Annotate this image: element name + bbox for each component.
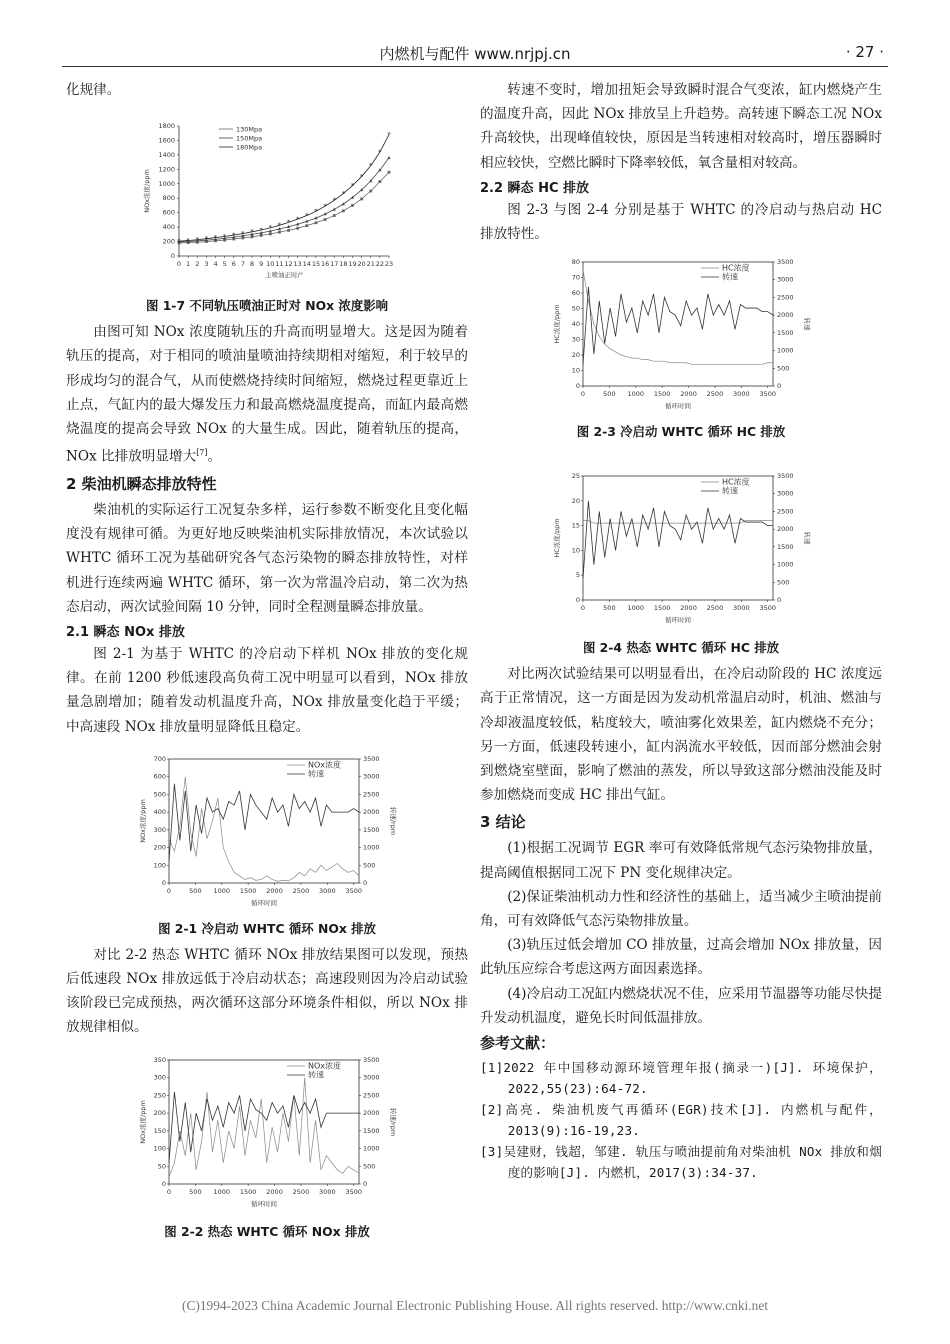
legend-label: HC浓度 bbox=[722, 263, 750, 273]
x-tick-label: 500 bbox=[189, 1187, 202, 1196]
paragraph: 图 2-1 为基于 WHTC 的冷启动下样机 NOx 排放的变化规律。在前 1200 秒低速段高负荷工况中明显可以看到，NOx 排放量急剧增加；随着发动机温度升高，NOx 排放量变化趋于平缓；中高速段 NOx 排放量明显降低且稳定。 bbox=[66, 645, 468, 735]
x-tick-label: 0 bbox=[166, 1187, 172, 1196]
series-line-转速 bbox=[583, 501, 773, 579]
figure-caption: 图 1-7 不同轨压喷油正时对 NOx 浓度影响 bbox=[145, 298, 388, 314]
y2-tick-label: 3500 bbox=[363, 754, 380, 763]
y-axis-label: HC浓度/ppm bbox=[553, 304, 561, 344]
right-column bbox=[480, 78, 882, 1183]
legend-label: 180Mpa bbox=[236, 143, 263, 152]
x-tick-label: 3500 bbox=[759, 604, 776, 613]
x-tick-label: 12 bbox=[284, 260, 293, 269]
paragraph: 由图可知 NOx 浓度随轨压的升高而明显增大。这是因为随着轨压的提高，对于相同的喷油量喷油持续期相对缩短，利于较早的形成均匀的混合气，从而使燃烧持续时间缩短，燃烧过程更靠近上止点，气缸内的最大爆发压力和最高燃烧温度提高，而缸内最高燃烧温度的提高会导致 NOx 的大量生成。因此，随着轨压的提高，NOx 比排放明显增大[7]。 bbox=[66, 324, 468, 465]
data-point bbox=[388, 171, 391, 174]
figure-2-2 bbox=[66, 1054, 468, 1240]
y2-tick-label: 1500 bbox=[777, 543, 794, 552]
series-line-NOx浓度 bbox=[169, 1077, 359, 1176]
y-tick-label: 1200 bbox=[158, 165, 175, 174]
data-point: * bbox=[341, 190, 345, 199]
data-point: * bbox=[241, 230, 245, 239]
y-tick-label: 1600 bbox=[158, 136, 175, 145]
paragraph: 柴油机的实际运行工况复杂多样，运行参数不断变化且变化幅度没有规律可循。为更好地反映柴油机实际排放情况，本次试验以 WHTC 循环工况为基础研究各气态污染物的瞬态排放特性，对样机进行连续两遍 WHTC 循环，第一次为常温冷启动，第二次为热态启动，两次试验间隔 10 分钟，同时全程测量瞬态排放量。 bbox=[66, 501, 468, 615]
x-tick-label: 15 bbox=[311, 260, 321, 269]
y-axis-label: NOx浓度/ppm bbox=[139, 798, 147, 843]
data-point: * bbox=[177, 237, 181, 246]
y2-axis-label: 转速 bbox=[803, 531, 811, 545]
legend-label: 150Mpa bbox=[236, 134, 263, 143]
y-tick-label: 20 bbox=[571, 351, 580, 360]
y-tick-label: 600 bbox=[162, 208, 175, 217]
y-tick-label: 800 bbox=[162, 194, 175, 203]
y2-tick-label: 0 bbox=[363, 1179, 368, 1188]
x-tick-label: 500 bbox=[603, 604, 616, 613]
x-tick-label: 23 bbox=[384, 260, 394, 269]
y2-tick-label: 500 bbox=[777, 364, 790, 373]
data-point: * bbox=[305, 212, 309, 221]
y2-axis-label: 转速/rpm bbox=[389, 806, 397, 835]
y2-tick-label: 3000 bbox=[363, 772, 380, 781]
y-axis-label: NOx浓度/ppm bbox=[139, 1099, 147, 1144]
y2-tick-label: 0 bbox=[777, 596, 782, 605]
x-tick-label: 2 bbox=[195, 260, 200, 269]
y2-tick-label: 500 bbox=[777, 578, 790, 587]
x-tick-label: 3500 bbox=[759, 390, 776, 399]
paragraph: 转速不变时，增加扭矩会导致瞬时混合气变浓，缸内燃烧产生的温度升高，因此 NOx 排放呈上升趋势。高转速下瞬态工况 NOx 升高较快，出现峰值较快，原因是当转速相对较高时，增压器瞬时相应较快，空燃比瞬时下降率较低，氧含量相对较高。 bbox=[480, 82, 882, 171]
x-tick-label: 500 bbox=[189, 886, 202, 895]
legend-label: 转速 bbox=[308, 1070, 324, 1080]
data-point: * bbox=[268, 224, 272, 233]
x-axis-label: 循环时间 bbox=[665, 616, 691, 625]
x-tick-label: 4 bbox=[213, 260, 218, 269]
y-tick-label: 100 bbox=[153, 1144, 166, 1153]
data-point bbox=[333, 214, 336, 217]
x-tick-label: 16 bbox=[320, 260, 330, 269]
y2-axis-label: 转速/rpm bbox=[389, 1107, 397, 1136]
conclusion-item: (1)根据工况调节 EGR 率可有效降低常规气态污染物排放量，提高阈值根据同工况下 PN 变化规律决定。 bbox=[480, 840, 882, 881]
data-point: * bbox=[213, 234, 218, 243]
x-tick-label: 17 bbox=[330, 260, 339, 269]
data-point: * bbox=[359, 173, 364, 182]
data-point: * bbox=[204, 235, 209, 244]
y2-tick-label: 3000 bbox=[777, 489, 794, 498]
references-heading: 参考文献： bbox=[480, 1034, 556, 1053]
paragraph: 对比 2-2 热态 WHTC 循环 NOx 排放结果图可以发现，预热后低速段 NOx 排放远低于冷启动状态；高速段则因为冷启动试验该阶段已完成预热，两次循环这部分环境条件相似，所以 NOx 排放规律相似。 bbox=[66, 946, 468, 1036]
y-tick-label: 1400 bbox=[158, 151, 175, 160]
y-tick-label: 200 bbox=[153, 1108, 166, 1117]
x-tick-label: 3000 bbox=[319, 1187, 336, 1196]
x-tick-label: 10 bbox=[266, 260, 275, 269]
x-tick-label: 0 bbox=[580, 390, 586, 399]
reference-item: [2]高亮. 柴油机废气再循环(EGR)技术[J]. 内燃机与配件，2013(9):16-19,23. bbox=[480, 1102, 882, 1139]
data-point bbox=[342, 210, 345, 213]
y2-tick-label: 2500 bbox=[363, 1091, 380, 1100]
figure-caption: 图 2-2 热态 WHTC 循环 NOx 排放 bbox=[164, 1223, 370, 1239]
data-point bbox=[342, 202, 345, 205]
data-point: * bbox=[186, 236, 190, 245]
x-tick-label: 3500 bbox=[345, 886, 362, 895]
conclusion-item: (2)保证柴油机动力性和经济性的基础上，适当减少主喷油提前角，可有效降低气态污染物排放量。 bbox=[480, 888, 882, 930]
y2-tick-label: 2000 bbox=[777, 311, 794, 320]
y2-tick-label: 3000 bbox=[777, 275, 794, 284]
plot-frame bbox=[169, 759, 359, 883]
x-tick-label: 2000 bbox=[266, 886, 283, 895]
legend-label: NOx浓度 bbox=[308, 760, 342, 770]
x-tick-label: 2000 bbox=[680, 390, 697, 399]
legend-label: NOx浓度 bbox=[308, 1061, 342, 1071]
x-tick-label: 500 bbox=[603, 390, 616, 399]
series-line-180Mpa bbox=[179, 135, 389, 245]
data-point: * bbox=[350, 182, 355, 191]
y-tick-label: 80 bbox=[571, 258, 580, 267]
data-point: * bbox=[277, 221, 282, 230]
x-tick-label: 2500 bbox=[706, 390, 724, 399]
y-tick-label: 60 bbox=[571, 289, 580, 298]
data-point: * bbox=[314, 207, 318, 216]
y-tick-label: 0 bbox=[170, 252, 175, 261]
series-line-转速 bbox=[583, 287, 773, 365]
conclusion-item: (3)轨压过低会增加 CO 排放量，过高会增加 NOx 排放量，因此轨压应综合考虑这两方面因素选择。 bbox=[480, 937, 882, 978]
x-tick-label: 3 bbox=[204, 260, 209, 269]
x-axis-label: 循环时间 bbox=[251, 898, 277, 907]
data-point bbox=[278, 231, 281, 234]
y2-tick-label: 1000 bbox=[777, 560, 794, 569]
paragraph: 图 2-3 与图 2-4 分别是基于 WHTC 的冷启动与热启动 HC 排放特性。 bbox=[480, 201, 882, 243]
journal-title: 内燃机与配件 www.nrjpj.cn bbox=[379, 45, 571, 63]
series-line-130Mpa bbox=[179, 172, 389, 243]
x-tick-label: 2000 bbox=[266, 1187, 283, 1196]
data-point bbox=[369, 190, 372, 193]
y2-tick-label: 3500 bbox=[777, 472, 794, 481]
x-tick-label: 6 bbox=[231, 260, 236, 269]
y2-tick-label: 2500 bbox=[777, 293, 794, 302]
y-tick-label: 50 bbox=[157, 1161, 166, 1170]
legend-label: 转速 bbox=[308, 769, 324, 779]
y-tick-label: 15 bbox=[571, 521, 580, 530]
x-tick-label: 1 bbox=[186, 260, 191, 269]
x-tick-label: 19 bbox=[348, 260, 357, 269]
y2-tick-label: 0 bbox=[363, 878, 368, 887]
conclusion-item: (4)冷启动工况缸内燃烧状况不佳，应采用节温器等功能尽快提升发动机温度，避免长时间低温排放。 bbox=[480, 985, 882, 1026]
figure-1-7 bbox=[66, 116, 468, 314]
x-tick-label: 1500 bbox=[653, 390, 671, 399]
y-tick-label: 150 bbox=[153, 1126, 166, 1135]
series-line-150Mpa bbox=[179, 158, 389, 245]
data-point: * bbox=[250, 228, 254, 237]
y-tick-label: 300 bbox=[153, 825, 166, 834]
figure-caption: 图 2-3 冷启动 WHTC 循环 HC 排放 bbox=[576, 424, 786, 440]
x-tick-label: 20 bbox=[357, 260, 366, 269]
y-axis-label: NOx浓度/ppm bbox=[143, 169, 151, 214]
data-point: * bbox=[223, 233, 227, 242]
x-axis-label: 主喷油正时/° bbox=[265, 271, 303, 280]
plot-frame bbox=[583, 476, 773, 600]
x-tick-label: 1000 bbox=[627, 390, 645, 399]
plot-frame bbox=[169, 1060, 359, 1184]
x-tick-label: 0 bbox=[580, 604, 586, 613]
y2-tick-label: 2500 bbox=[363, 790, 380, 799]
y-tick-label: 40 bbox=[571, 320, 580, 329]
y-tick-label: 1000 bbox=[158, 179, 175, 188]
figure-2-1-chart bbox=[137, 753, 397, 913]
data-point: * bbox=[378, 148, 382, 157]
y2-tick-label: 0 bbox=[777, 382, 782, 391]
y-tick-label: 600 bbox=[153, 772, 166, 781]
x-tick-label: 1500 bbox=[239, 1187, 257, 1196]
x-tick-label: 2500 bbox=[706, 604, 724, 613]
figure-caption: 图 2-4 热态 WHTC 循环 HC 排放 bbox=[582, 640, 780, 656]
figure-2-2-chart bbox=[137, 1054, 397, 1214]
y2-tick-label: 2000 bbox=[363, 807, 380, 816]
y2-tick-label: 1000 bbox=[363, 843, 380, 852]
y2-axis-label: 转速 bbox=[803, 317, 811, 331]
section-heading: 2 柴油机瞬态排放特性 bbox=[66, 474, 217, 493]
x-tick-label: 18 bbox=[339, 260, 348, 269]
page-number: · 27 · bbox=[845, 43, 884, 61]
x-tick-label: 8 bbox=[249, 260, 255, 269]
reference-item: [1]2022 年中国移动源环境管理年报(摘录一)[J]. 环境保护，2022,55(23):64-72. bbox=[480, 1060, 882, 1097]
y-tick-label: 300 bbox=[153, 1073, 166, 1082]
y-axis-label: HC浓度/ppm bbox=[553, 518, 561, 558]
y-tick-label: 10 bbox=[571, 546, 580, 555]
x-tick-label: 14 bbox=[302, 260, 311, 269]
data-point: * bbox=[369, 162, 373, 171]
subsection-heading: 2.1 瞬态 NOx 排放 bbox=[66, 624, 185, 640]
data-point bbox=[360, 198, 363, 201]
x-tick-label: 1500 bbox=[653, 604, 671, 613]
figure-2-1 bbox=[66, 753, 468, 937]
y-tick-label: 200 bbox=[153, 843, 166, 852]
running-header bbox=[62, 40, 888, 67]
data-point bbox=[269, 233, 272, 236]
plot-frame bbox=[583, 262, 773, 386]
y2-tick-label: 1500 bbox=[363, 825, 380, 834]
paragraph: 化规律。 bbox=[66, 82, 121, 98]
y2-tick-label: 1500 bbox=[777, 329, 794, 338]
y2-tick-label: 500 bbox=[363, 1161, 376, 1170]
x-tick-label: 13 bbox=[293, 260, 302, 269]
y-tick-label: 30 bbox=[571, 335, 580, 344]
legend-label: 转速 bbox=[722, 272, 738, 282]
data-point bbox=[315, 222, 318, 225]
data-point: * bbox=[387, 131, 391, 140]
y2-tick-label: 3000 bbox=[363, 1073, 380, 1082]
y-tick-label: 400 bbox=[153, 807, 166, 816]
figure-2-4-chart bbox=[551, 470, 811, 630]
y-tick-label: 0 bbox=[575, 382, 580, 391]
x-tick-label: 5 bbox=[222, 260, 227, 269]
data-point: * bbox=[296, 215, 300, 224]
x-tick-label: 0 bbox=[176, 260, 182, 269]
x-tick-label: 21 bbox=[366, 260, 375, 269]
y2-tick-label: 500 bbox=[363, 861, 376, 870]
x-tick-label: 2500 bbox=[292, 1187, 310, 1196]
left-column bbox=[66, 78, 468, 1246]
x-tick-label: 22 bbox=[375, 260, 385, 269]
x-tick-label: 7 bbox=[240, 260, 245, 269]
y-tick-label: 250 bbox=[153, 1091, 166, 1100]
y-tick-label: 1800 bbox=[158, 122, 175, 131]
y-tick-label: 10 bbox=[571, 366, 580, 375]
y-tick-label: 500 bbox=[153, 790, 166, 799]
x-tick-label: 3000 bbox=[733, 390, 750, 399]
x-tick-label: 11 bbox=[275, 260, 284, 269]
y2-tick-label: 3500 bbox=[363, 1055, 380, 1064]
reference-item: [3]吴建财，钱超，邹建. 轨压与喷油提前角对柴油机 NOx 排放和烟度的影响[J]. 内燃机，2017(3):34-37. bbox=[480, 1144, 882, 1181]
legend-label: 130Mpa bbox=[236, 125, 263, 134]
section-heading: 3 结论 bbox=[480, 813, 526, 832]
data-point bbox=[324, 218, 327, 221]
data-point: * bbox=[323, 202, 327, 211]
y-tick-label: 25 bbox=[571, 472, 580, 481]
x-axis-label: 循环时间 bbox=[665, 402, 691, 411]
y-tick-label: 50 bbox=[571, 304, 580, 313]
x-tick-label: 0 bbox=[166, 886, 172, 895]
x-tick-label: 2500 bbox=[292, 886, 310, 895]
y-tick-label: 200 bbox=[162, 237, 175, 246]
data-point bbox=[305, 224, 308, 227]
y-tick-label: 0 bbox=[161, 1179, 166, 1188]
data-point bbox=[378, 180, 381, 183]
data-point: * bbox=[195, 236, 199, 245]
y-tick-label: 100 bbox=[153, 861, 166, 870]
paragraph: 对比两次试验结果可以明显看出，在冷启动阶段的 HC 浓度远高于正常情况，这一方面是因为发动机常温启动时，机油、燃油与冷却液温度较低，粘度较大，喷油雾化效果差，缸内燃烧不充分；另一方面，低速段转速小，缸内涡流水平较低，因而部分燃油会射到燃烧室壁面，影响了燃油的蒸发，所以导致这部分燃油没能及时参加燃烧而变成 HC 排出气缸。 bbox=[480, 666, 882, 804]
y-tick-label: 5 bbox=[575, 571, 580, 580]
data-point bbox=[296, 227, 299, 230]
data-point bbox=[287, 229, 290, 232]
figure-2-3 bbox=[480, 256, 882, 440]
y-tick-label: 20 bbox=[571, 497, 580, 506]
figure-2-4 bbox=[480, 470, 882, 656]
data-point: * bbox=[232, 231, 236, 240]
figure-2-3-chart bbox=[551, 256, 811, 416]
y-tick-label: 700 bbox=[153, 754, 166, 763]
series-line-转速 bbox=[169, 784, 359, 862]
y-tick-label: 400 bbox=[162, 223, 175, 232]
x-tick-label: 2000 bbox=[680, 604, 697, 613]
y2-tick-label: 1000 bbox=[363, 1144, 380, 1153]
y2-tick-label: 1500 bbox=[363, 1126, 380, 1135]
y2-tick-label: 2500 bbox=[777, 507, 794, 516]
data-point bbox=[387, 156, 390, 159]
y2-tick-label: 1000 bbox=[777, 346, 794, 355]
figure-1-7-chart bbox=[137, 116, 397, 284]
y2-tick-label: 2000 bbox=[363, 1108, 380, 1117]
data-point bbox=[260, 234, 263, 237]
x-tick-label: 1000 bbox=[627, 604, 645, 613]
x-tick-label: 1000 bbox=[213, 886, 231, 895]
y-tick-label: 0 bbox=[575, 596, 580, 605]
x-tick-label: 3500 bbox=[345, 1187, 362, 1196]
data-point: * bbox=[332, 196, 336, 205]
x-tick-label: 9 bbox=[259, 260, 264, 269]
y-tick-label: 350 bbox=[153, 1055, 166, 1064]
legend-label: HC浓度 bbox=[722, 477, 750, 487]
y-tick-label: 0 bbox=[161, 878, 166, 887]
y-tick-label: 70 bbox=[571, 273, 580, 282]
subsection-heading: 2.2 瞬态 HC 排放 bbox=[480, 180, 590, 196]
figure-caption: 图 2-1 冷启动 WHTC 循环 NOx 排放 bbox=[158, 920, 376, 936]
series-line-NOx浓度 bbox=[169, 776, 359, 881]
x-tick-label: 1000 bbox=[213, 1187, 231, 1196]
x-tick-label: 3000 bbox=[733, 604, 750, 613]
x-tick-label: 1500 bbox=[239, 886, 257, 895]
data-point bbox=[351, 204, 354, 207]
data-point: * bbox=[259, 226, 263, 235]
y2-tick-label: 2000 bbox=[777, 525, 794, 534]
x-axis-label: 循环时间 bbox=[251, 1199, 277, 1208]
y2-tick-label: 3500 bbox=[777, 258, 794, 267]
x-tick-label: 3000 bbox=[319, 886, 336, 895]
legend-label: 转速 bbox=[722, 486, 738, 496]
copyright-footer: (C)1994-2023 China Academic Journal Electronic Publishing House. All rights reserved. http://www.cnki.net bbox=[182, 1298, 768, 1313]
data-point: * bbox=[286, 218, 291, 227]
